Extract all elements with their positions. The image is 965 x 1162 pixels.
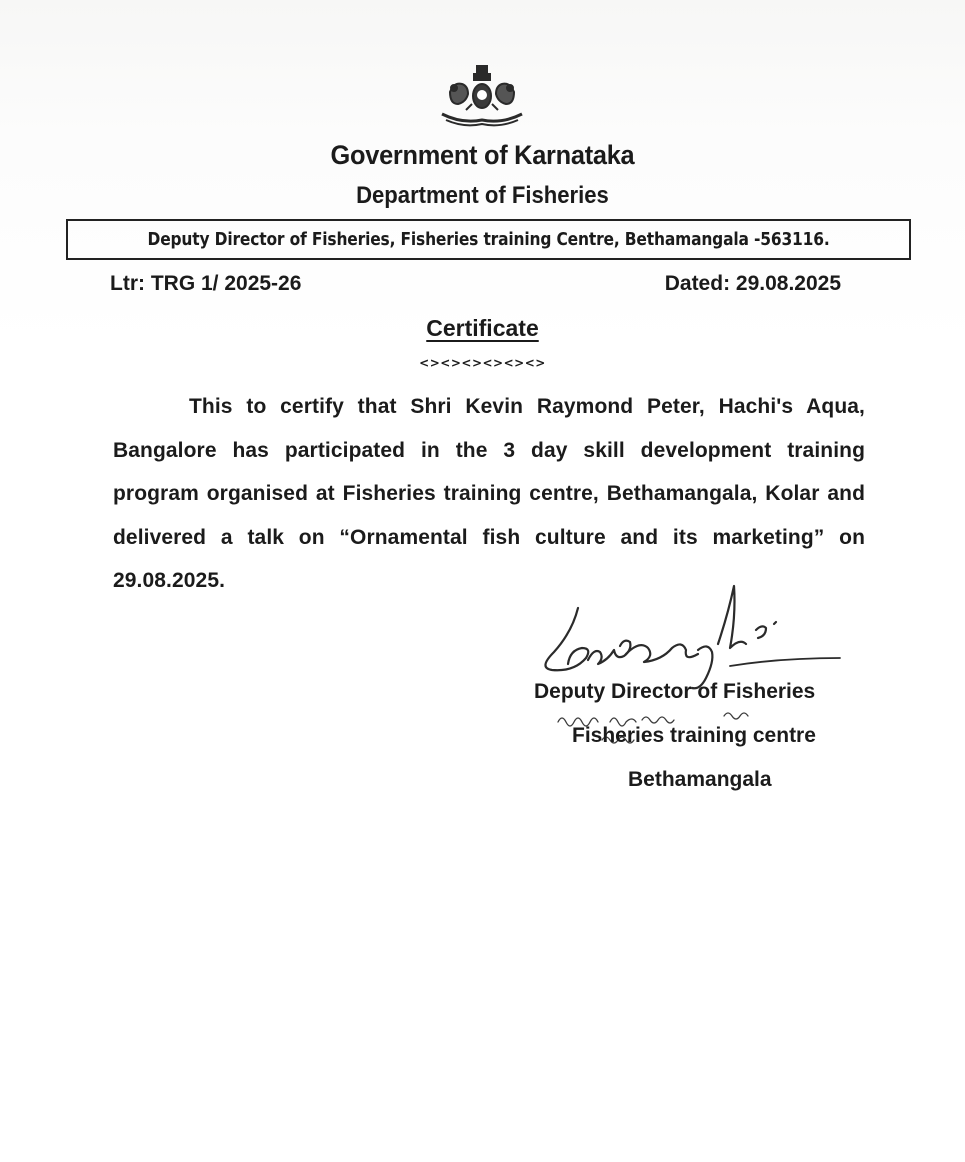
certificate-body: This to certify that Shri Kevin Raymond Peter, Hachi's Aqua, Bangalore has participated in the 3 day skill development training program organised at Fisheries training centre, Bethamangala, Kolar and delivered a talk on “Ornamental fish culture and its marketing” on 29.08.2025. xyxy=(113,395,865,592)
signatory-place: Bethamangala xyxy=(628,768,772,791)
letter-reference: Ltr: TRG 1/ 2025-26 xyxy=(110,272,302,295)
department-title: Department of Fisheries xyxy=(356,182,609,209)
certificate-heading xyxy=(0,315,965,342)
office-address-box xyxy=(66,219,911,260)
certificate-title: Certificate xyxy=(426,315,539,341)
ornament-divider: <><><><><><> xyxy=(419,356,546,370)
government-title: Government of Karnataka xyxy=(330,140,635,170)
letter-date: Dated: 29.08.2025 xyxy=(664,272,841,295)
signatory-designation: Deputy Director of Fisheries xyxy=(534,680,816,703)
signatory-office: Fisheries training centre xyxy=(572,724,816,747)
karnataka-emblem-icon xyxy=(436,62,528,134)
office-address: Deputy Director of Fisheries, Fisheries training Centre, Bethamangala -563116. xyxy=(147,229,830,250)
